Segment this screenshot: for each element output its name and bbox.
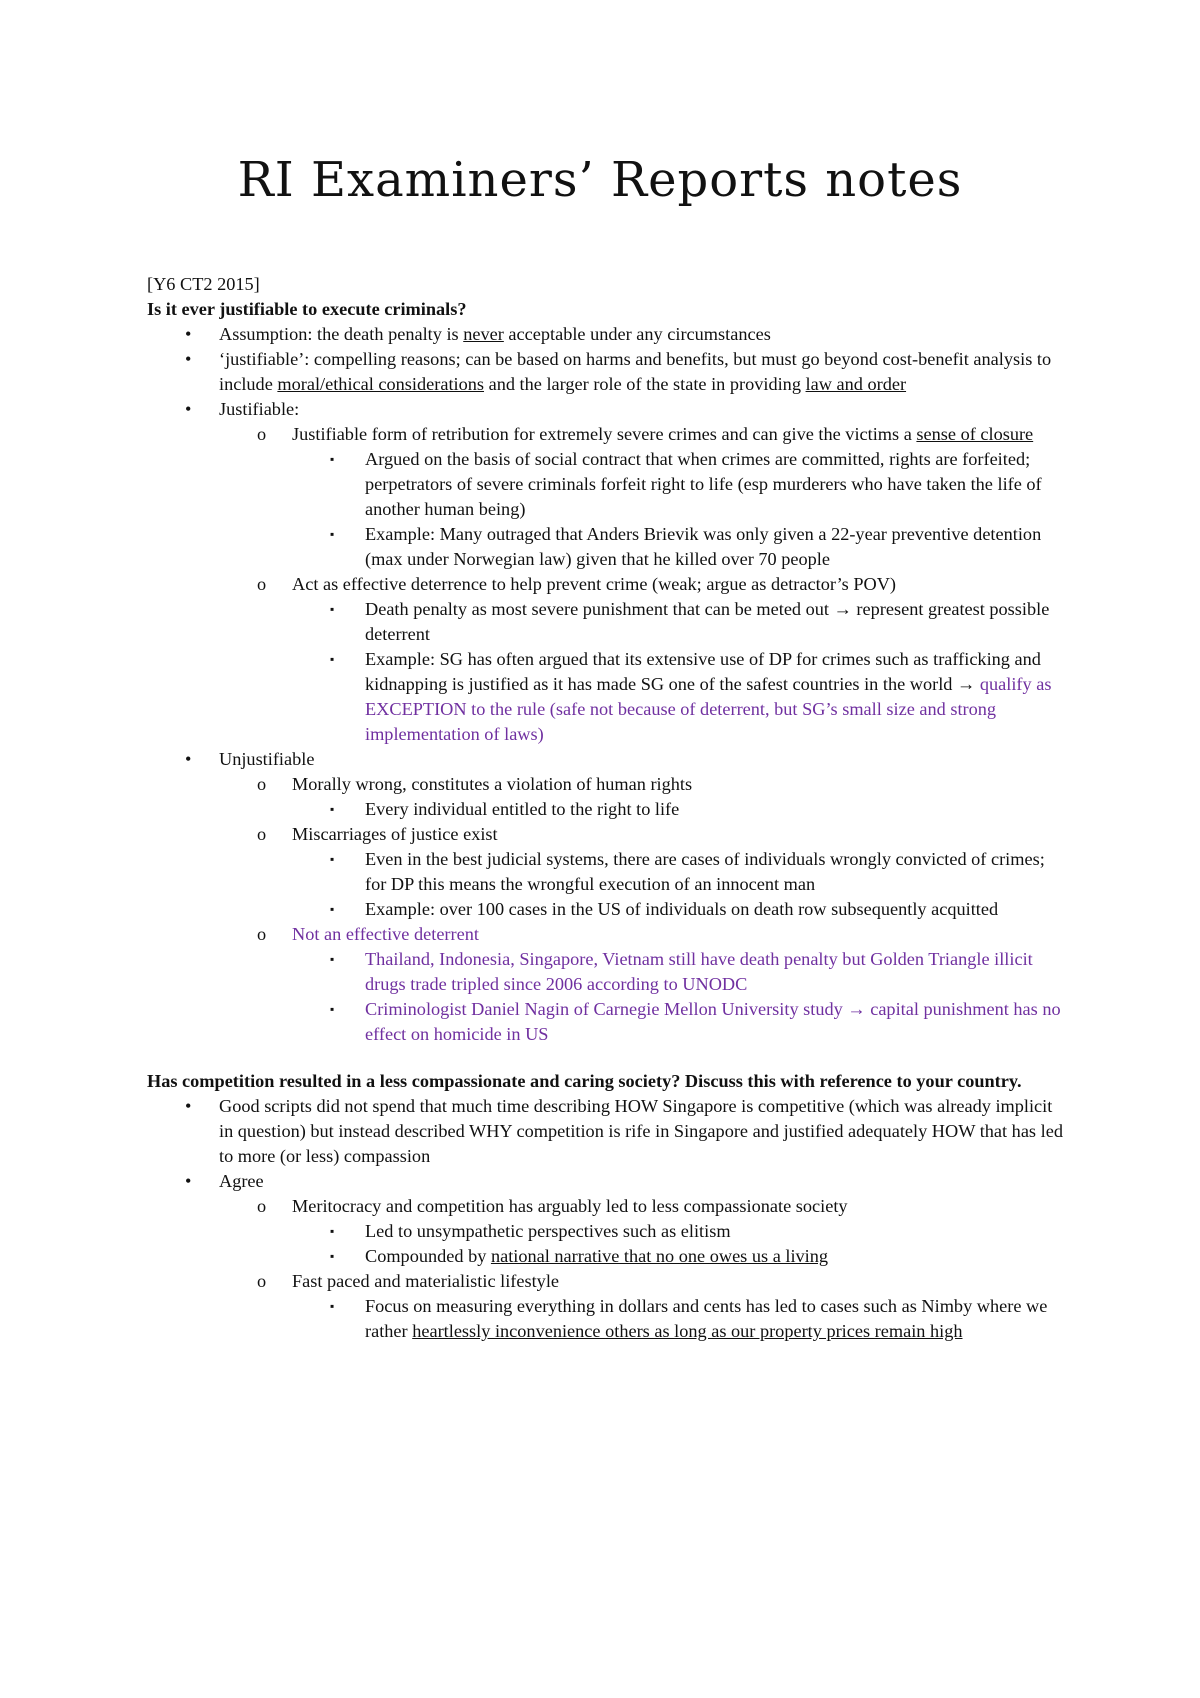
square-marker: ▪ — [330, 452, 335, 466]
circle-marker: o — [257, 424, 267, 444]
bullet-marker: • — [185, 749, 192, 769]
square-marker: ▪ — [330, 802, 335, 816]
section-gap — [147, 1047, 1067, 1069]
document-body — [147, 272, 1067, 1344]
square-marker: ▪ — [330, 1224, 335, 1238]
list-item: o Meritocracy and competition has arguably led to less compassionate society — [147, 1194, 1067, 1219]
list-item: • Agree — [147, 1169, 1067, 1194]
list-item: ▪ Even in the best judicial systems, there are cases of individuals wrongly convicted of crimes; for DP this means the wrongful execution of an innocent man — [330, 849, 1045, 894]
square-marker: ▪ — [330, 1249, 335, 1263]
bullet-list — [147, 1094, 1067, 1344]
list-item: o Justifiable form of retribution for extremely severe crimes and can give the victims a sense of closure — [147, 422, 1067, 447]
list-item: ▪ Example: Many outraged that Anders Brievik was only given a 22-year preventive detention (max under Norwegian law) given that he killed over 70 people — [330, 524, 1042, 569]
list-item: • Unjustifiable — [147, 747, 1067, 772]
list-item: ▪ Argued on the basis of social contract that when crimes are committed, rights are forfeited; perpetrators of severe criminals forfeit right to life (esp murderers who have taken the life of another human being) — [330, 449, 1042, 519]
square-marker: ▪ — [330, 1299, 335, 1313]
bullet-marker: • — [185, 1096, 192, 1116]
underlined-text: law and order — [805, 374, 907, 394]
section-question: Has competition resulted in a less compassionate and caring society? Discuss this with reference to your country. — [147, 1071, 1022, 1091]
list-item: o Not an effective deterrent — [147, 922, 1067, 947]
square-marker: ▪ — [330, 902, 335, 916]
bullet-marker: • — [185, 399, 192, 419]
underlined-text: sense of closure — [916, 424, 1034, 444]
square-marker: ▪ — [330, 852, 335, 866]
square-marker: ▪ — [330, 602, 335, 616]
circle-marker: o — [257, 824, 267, 844]
circle-marker: o — [257, 1271, 267, 1291]
bullet-marker: • — [185, 349, 192, 369]
list-item: ▪ Death penalty as most severe punishment that can be meted out → represent greatest possible deterrent — [330, 599, 1050, 644]
circle-marker: o — [257, 774, 267, 794]
list-item: ▪ Every individual entitled to the right to life — [147, 797, 1067, 822]
square-marker: ▪ — [330, 527, 335, 541]
underlined-text: national narrative that no one owes us a living — [490, 1246, 829, 1266]
underlined-text: moral/ethical considerations — [277, 374, 485, 394]
list-item: • Good scripts did not spend that much time describing HOW Singapore is competitive (which was already implicit in question) but instead described WHY competition is rife in Singapore and justified adequately HOW that has led to more (or less) compassion — [185, 1096, 1063, 1166]
underlined-text: heartlessly inconvenience others as long as our property prices remain high — [412, 1321, 963, 1341]
list-item: ▪ Example: SG has often argued that its extensive use of DP for crimes such as trafficking and kidnapping is justified as it has made SG one of the safest countries in the world → qualify as EXCEPTION to the rule (safe not because of deterrent, but SG’s small size and strong implementation of laws) — [330, 649, 1052, 744]
square-marker: ▪ — [330, 652, 335, 666]
list-item: ▪ Led to unsympathetic perspectives such as elitism — [147, 1219, 1067, 1244]
list-item: • Assumption: the death penalty is never acceptable under any circumstances — [147, 322, 1067, 347]
list-item: o Morally wrong, constitutes a violation of human rights — [147, 772, 1067, 797]
list-item: o Act as effective deterrence to help prevent crime (weak; argue as detractor’s POV) — [147, 572, 1067, 597]
list-item: ▪ Thailand, Indonesia, Singapore, Vietnam still have death penalty but Golden Triangle illicit drugs trade tripled since 2006 according to UNODC — [330, 949, 1033, 994]
highlighted-note: qualify as EXCEPTION to the rule (safe not because of deterrent, but SG’s small size and strong implementation of laws) — [365, 674, 1052, 744]
list-item: • Justifiable: — [147, 397, 1067, 422]
section-question: Is it ever justifiable to execute criminals? — [147, 299, 467, 319]
document-title: RI Examiners’ Reports notes — [237, 152, 963, 208]
square-marker: ▪ — [330, 952, 335, 966]
bullet-list — [147, 322, 1067, 1047]
bullet-marker: • — [185, 1171, 192, 1191]
circle-marker: o — [257, 574, 267, 594]
list-item: ▪ Criminologist Daniel Nagin of Carnegie Mellon University study → capital punishment has no effect on homicide in US — [330, 999, 1061, 1044]
list-item: o Miscarriages of justice exist — [147, 822, 1067, 847]
underlined-text: never — [463, 324, 504, 344]
list-item: ▪ Example: over 100 cases in the US of individuals on death row subsequently acquitted — [147, 897, 1067, 922]
list-item: ▪ Focus on measuring everything in dollars and cents has led to cases such as Nimby where we rather heartlessly inconvenience others as long as our property prices remain high — [330, 1296, 1048, 1341]
list-item: o Fast paced and materialistic lifestyle — [147, 1269, 1067, 1294]
list-item: ▪ Compounded by national narrative that no one owes us a living — [147, 1244, 1067, 1269]
list-item: • ‘justifiable’: compelling reasons; can be based on harms and benefits, but must go beyond cost-benefit analysis to include moral/ethical considerations and the larger role of the state in providing law and order — [185, 349, 1052, 394]
circle-marker: o — [257, 1196, 267, 1216]
bullet-marker: • — [185, 324, 192, 344]
section-tag: [Y6 CT2 2015] — [147, 274, 260, 294]
circle-marker: o — [257, 924, 267, 944]
square-marker: ▪ — [330, 1002, 335, 1016]
